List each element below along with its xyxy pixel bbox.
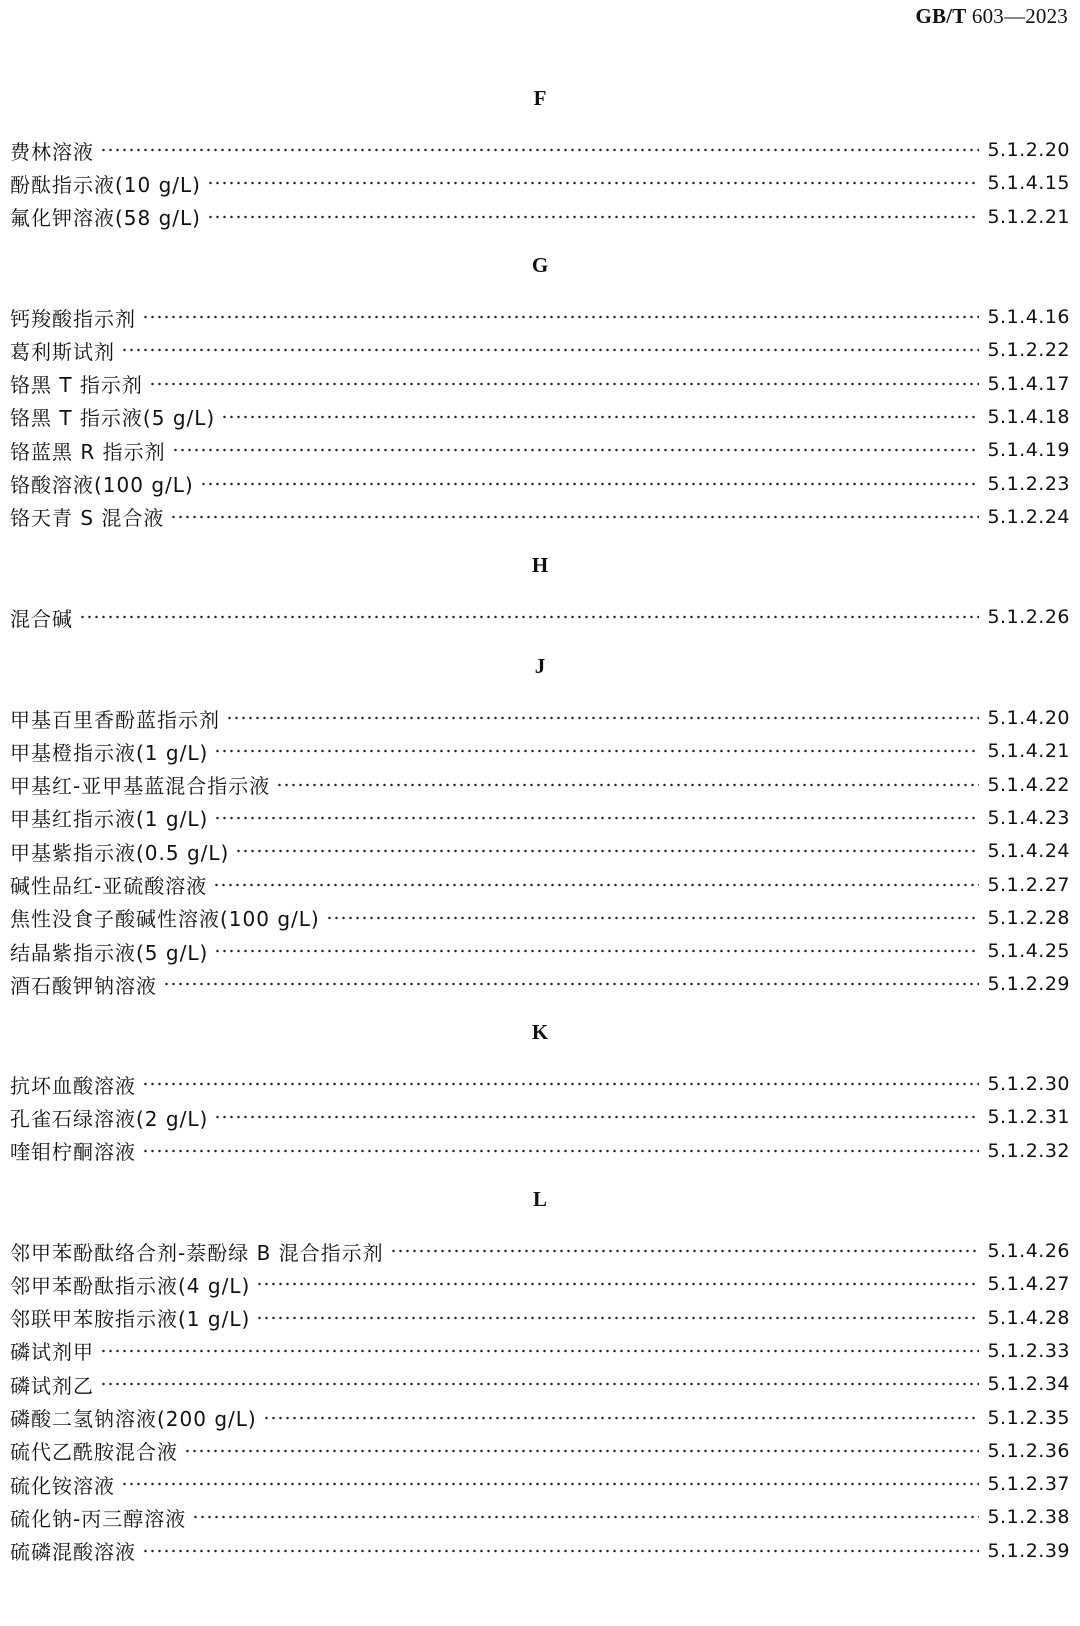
- index-entry: [10, 868, 1070, 902]
- standard-number: 603—2023: [971, 4, 1068, 28]
- index-entry: [10, 1367, 1070, 1401]
- entry-term: 磷试剂乙: [10, 1373, 94, 1398]
- entry-reference: 5.1.4.26: [987, 1240, 1070, 1262]
- entry-term: 硫化铵溶液: [10, 1473, 115, 1498]
- dot-leader: [200, 482, 980, 486]
- entry-term: 抗坏血酸溶液: [10, 1073, 136, 1098]
- entry-term: 磷酸二氢钠溶液(200 g/L): [10, 1407, 257, 1431]
- entry-term: 喹钼柠酮溶液: [10, 1140, 136, 1165]
- index-entry: [10, 768, 1070, 802]
- dot-leader: [142, 1149, 979, 1153]
- dot-leader: [326, 916, 980, 920]
- index-entry: [10, 1401, 1070, 1435]
- section-letter: L: [532, 1187, 547, 1211]
- entry-term: 邻甲苯酚酞络合剂-萘酚绿 B 混合指示剂: [10, 1240, 384, 1265]
- section-letter: F: [533, 86, 547, 110]
- index-entry: [10, 133, 1070, 167]
- standard-code: GB/T: [915, 4, 967, 28]
- entry-term: 焦性没食子酸碱性溶液(100 g/L): [10, 907, 320, 932]
- dot-leader: [100, 148, 979, 152]
- dot-leader: [121, 1482, 979, 1486]
- index-entry: [10, 600, 1070, 634]
- section-letter: G: [531, 253, 549, 277]
- entry-reference: 5.1.2.39: [987, 1539, 1070, 1562]
- index-entry: [10, 1267, 1070, 1301]
- dot-leader: [214, 816, 979, 820]
- index-entry: [10, 1334, 1070, 1368]
- entry-term: 甲基红指示液(1 g/L): [10, 807, 209, 832]
- entry-reference: 5.1.4.16: [987, 306, 1070, 328]
- entry-term: 磷试剂甲: [10, 1340, 94, 1365]
- entry-term: 甲基橙指示液(1 g/L): [10, 740, 209, 765]
- entry-reference: 5.1.2.22: [987, 339, 1070, 362]
- entry-term: 甲基紫指示液(0.5 g/L): [10, 840, 230, 865]
- entry-reference: 5.1.2.31: [987, 1106, 1070, 1129]
- section-letter: H: [531, 553, 549, 577]
- entry-term: 费林溶液: [10, 139, 94, 164]
- dot-leader: [170, 515, 979, 519]
- entry-term: 硫磷混酸溶液: [10, 1540, 136, 1565]
- index-entry: [10, 1234, 1070, 1268]
- index-entry: [10, 400, 1070, 434]
- dot-leader: [263, 1416, 980, 1420]
- index-entry: [10, 1434, 1070, 1468]
- index-entry: [10, 1500, 1070, 1534]
- entry-reference: 5.1.2.30: [987, 1073, 1070, 1095]
- index-entry: [10, 500, 1070, 534]
- entry-term: 钙羧酸指示剂: [10, 306, 136, 331]
- section-letter: K: [531, 1020, 549, 1044]
- entry-reference: 5.1.2.29: [987, 973, 1070, 996]
- index-entry: [10, 801, 1070, 835]
- dot-leader: [235, 849, 979, 853]
- index-entry: [10, 467, 1070, 501]
- entry-term: 氟化钾溶液(58 g/L): [10, 206, 201, 231]
- entry-term: 酚酞指示液(10 g/L): [10, 172, 201, 197]
- entry-reference: 5.1.4.22: [987, 773, 1070, 796]
- dot-leader: [214, 749, 979, 753]
- dot-leader: [390, 1249, 980, 1253]
- entry-term: 铬黑 T 指示液(5 g/L): [10, 406, 216, 431]
- entry-reference: 5.1.4.19: [987, 439, 1070, 462]
- index-entry: [10, 1301, 1070, 1335]
- entry-term: 结晶紫指示液(5 g/L): [10, 940, 209, 965]
- dot-leader: [221, 415, 979, 419]
- dot-leader: [207, 215, 979, 219]
- entry-reference: 5.1.4.20: [987, 707, 1070, 729]
- entry-reference: 5.1.2.27: [987, 873, 1070, 896]
- dot-leader: [142, 1549, 979, 1553]
- dot-leader: [256, 1316, 979, 1320]
- dot-leader: [184, 1449, 979, 1453]
- dot-leader: [142, 315, 979, 319]
- entry-reference: 5.1.2.34: [987, 1373, 1070, 1396]
- entry-reference: 5.1.4.25: [987, 940, 1070, 963]
- index-entry: [10, 1067, 1070, 1101]
- entry-reference: 5.1.4.28: [987, 1306, 1070, 1329]
- entry-reference: 5.1.2.23: [987, 472, 1070, 495]
- dot-leader: [100, 1382, 979, 1386]
- index-entry: [10, 1134, 1070, 1168]
- entry-reference: 5.1.2.35: [987, 1406, 1070, 1429]
- entry-reference: 5.1.4.24: [987, 840, 1070, 863]
- dot-leader: [214, 949, 979, 953]
- entry-reference: 5.1.2.37: [987, 1473, 1070, 1496]
- entry-term: 铬黑 T 指示剂: [10, 373, 143, 398]
- index-entry: [10, 1100, 1070, 1134]
- entry-reference: 5.1.2.28: [987, 906, 1070, 929]
- entry-term: 孔雀石绿溶液(2 g/L): [10, 1106, 209, 1131]
- entry-reference: 5.1.2.24: [987, 505, 1070, 528]
- index-entry: [10, 967, 1070, 1001]
- dot-leader: [207, 181, 979, 185]
- entry-term: 邻联甲苯胺指示液(1 g/L): [10, 1307, 251, 1332]
- entry-term: 铬蓝黑 R 指示剂: [10, 439, 166, 464]
- index-entry: [10, 834, 1070, 868]
- dot-leader: [226, 716, 979, 720]
- dot-leader: [214, 1115, 979, 1119]
- entry-term: 混合碱: [10, 606, 73, 631]
- index-entry: [10, 1467, 1070, 1501]
- entry-reference: 5.1.4.15: [987, 172, 1070, 195]
- entry-reference: 5.1.4.18: [987, 405, 1070, 428]
- entry-term: 铬天青 S 混合液: [10, 506, 165, 531]
- dot-leader: [192, 1515, 979, 1519]
- entry-reference: 5.1.4.27: [987, 1273, 1070, 1296]
- entry-reference: 5.1.2.32: [987, 1139, 1070, 1162]
- index-entry: [10, 200, 1070, 234]
- index-entry: [10, 734, 1070, 768]
- dot-leader: [79, 615, 979, 619]
- dot-leader: [121, 348, 979, 352]
- entry-reference: 5.1.2.36: [987, 1439, 1070, 1462]
- dot-leader: [172, 448, 980, 452]
- entry-reference: 5.1.2.38: [987, 1506, 1070, 1529]
- dot-leader: [256, 1282, 979, 1286]
- index-entry: [10, 300, 1070, 334]
- entry-term: 硫化钠-丙三醇溶液: [10, 1506, 187, 1531]
- entry-reference: 5.1.4.23: [987, 806, 1070, 829]
- dot-leader: [213, 883, 979, 887]
- entry-term: 酒石酸钾钠溶液: [10, 973, 157, 998]
- entry-term: 甲基百里香酚蓝指示剂: [10, 707, 220, 732]
- entry-reference: 5.1.4.21: [987, 740, 1070, 763]
- entry-term: 铬酸溶液(100 g/L): [10, 473, 194, 497]
- entry-term: 甲基红-亚甲基蓝混合指示液: [10, 774, 271, 799]
- index-entry: [10, 166, 1070, 200]
- index-entry: [10, 433, 1070, 467]
- dot-leader: [163, 982, 979, 986]
- entry-reference: 5.1.2.26: [987, 606, 1070, 628]
- entry-term: 硫代乙酰胺混合液: [10, 1440, 178, 1465]
- dot-leader: [142, 1082, 979, 1086]
- index-entry: [10, 1534, 1070, 1568]
- index-entry: [10, 701, 1070, 735]
- entry-term: 邻甲苯酚酞指示液(4 g/L): [10, 1273, 251, 1298]
- index-entry: [10, 367, 1070, 401]
- index-entry: [10, 333, 1070, 367]
- dot-leader: [149, 382, 980, 386]
- dot-leader: [276, 783, 979, 787]
- index-entry: [10, 934, 1070, 968]
- page-header: [915, 4, 1068, 29]
- dot-leader: [100, 1349, 979, 1353]
- section-letter: J: [534, 654, 546, 678]
- entry-term: 葛利斯试剂: [10, 339, 115, 364]
- entry-reference: 5.1.2.33: [987, 1339, 1070, 1362]
- index-entry: [10, 901, 1070, 935]
- entry-reference: 5.1.2.20: [987, 139, 1070, 161]
- entry-term: 碱性品红-亚硫酸溶液: [10, 874, 208, 898]
- entry-reference: 5.1.4.17: [987, 372, 1070, 395]
- entry-reference: 5.1.2.21: [987, 205, 1070, 228]
